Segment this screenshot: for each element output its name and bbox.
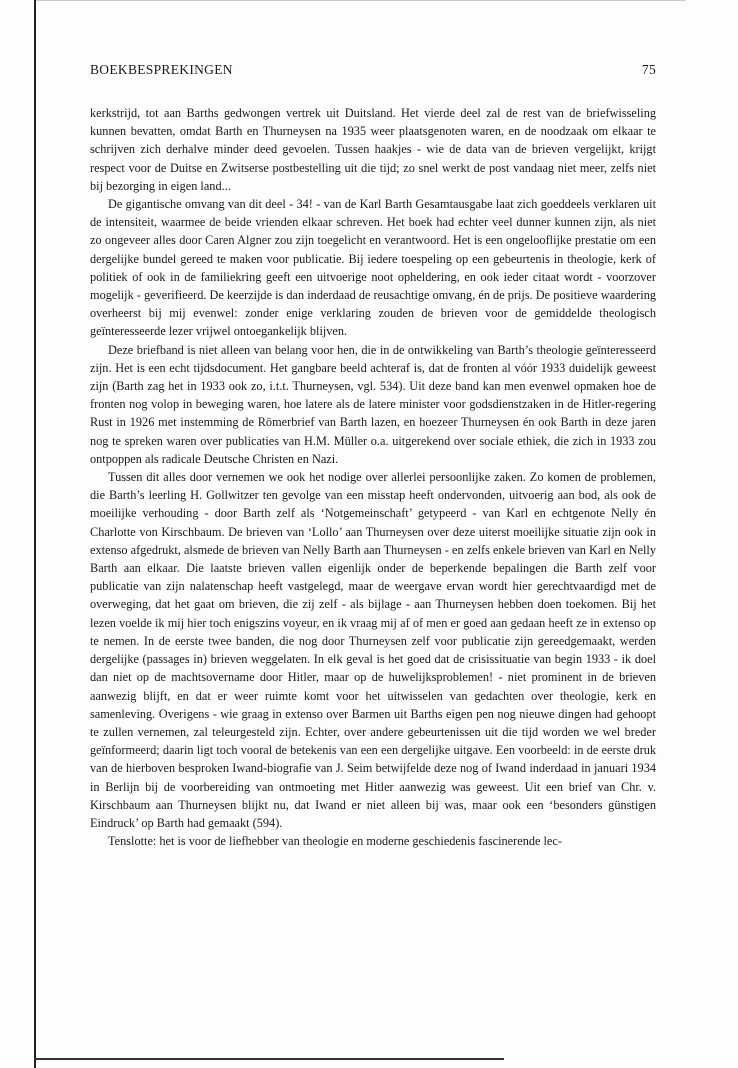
- page-edge-top: [36, 0, 686, 1]
- body-text: [90, 104, 656, 850]
- page-edge-bottom: [34, 1058, 504, 1060]
- paragraph: Tussen dit alles door vernemen we ook het nodige over allerlei persoonlijke zaken. Zo komen de problemen, die Barth’s leerling H. Gollwitzer ten gevolge van een misstap heeft ondervonden, uitvoerig aan bod, als ook de moeilijke verhouding - door Barth zelf als ‘Notgemeinschaft’ getypeerd - van Karl en echtgenote Nelly én Charlotte von Kirschbaum. De brieven van ‘Lollo’ aan Thurneysen over deze uiterst moeilijke situatie zijn ook in extenso afgedrukt, alsmede de brieven van Nelly Barth aan Thurneysen - en zelfs enkele brieven van Karl en Nelly Barth aan elkaar. Die laatste brieven vallen eigenlijk onder de beperkende bepalingen die Barth zelf voor publicatie van zijn nalatenschap heeft vastgelegd, maar de weergave ervan wordt hier gerechtvaardigd met de overweging, dat het gaat om brieven, die zij zelf - als bijlage - aan Thurneysen hebben doen toekomen. Bij het lezen voelde ik mij hier toch enigszins voyeur, en ik vraag mij af of men er goed aan gedaan heeft ze in extenso op te nemen. In de eerste twee banden, die nog door Thurneysen zelf voor publicatie zijn gereedgemaakt, werden dergelijke (passages in) brieven weggelaten. In elk geval is het goed dat de crisissituatie van begin 1933 - ik doel dan niet op de machtsovername door Hitler, maar op de huwelijksproblemen! - niet prominent in de brieven aanwezig blijft, en dat er weer ruimte komt voor het uitwisselen van gedachten over theologie, kerk en samenleving. Overigens - wie graag in extenso over Barmen uit Barths eigen pen nog nieuwe dingen had gehoopt te zullen vernemen, zal teleurgesteld zijn. Echter, over andere gebeurtenissen uit die tijd worden we wel breder geïnformeerd; daarin ligt toch vooral de betekenis van een een dergelijke uitgave. Een voorbeeld: in de eerste druk van de hierboven besproken Iwand-biografie van J. Seim betwijfelde deze nog of Iwand inderdaad in januari 1934 in Berlijn bij de voorbereiding van ontmoeting met Hitler aanwezig was geweest. Uit een brief van Chr. v. Kirschbaum aan Thurneysen blijkt nu, dat Iwand er niet alleen bij was, maar ook een ‘besonders günstigen Eindruck’ op Barth had gemaakt (594).: [90, 470, 656, 830]
- paragraph: Tenslotte: het is voor de liefhebber van theologie en moderne geschiedenis fascinerende lec-: [108, 834, 562, 849]
- paragraph: De gigantische omvang van dit deel - 34! - van de Karl Barth Gesamtausgabe laat zich goeddeels verklaren uit de intensiteit, waarmee de beide vrienden elkaar schreven. Het boek had echter veel dunner kunnen zijn, als niet zo ongeveer alles door Caren Algner zou zijn toegelicht en verantwoord. Het is een ongelooflijke prestatie om een dergelijke bundel gereed te maken voor publicatie. Bij iedere toespeling op een gebeurtenis in theologie, kerk of politiek of ook in de familiekring geeft een uitvoerige noot opheldering, en ook ieder citaat wordt - voorzover mogelijk - geverifieerd. De keerzijde is dan inderdaad de reusachtige omvang, én de prijs. De positieve waardering overheerst bij mij evenwel: zonder enige verklaring zouden de brieven voor de gemiddelde theologisch geïnteresseerde lezer vrijwel ontoegankelijk blijven.: [90, 197, 656, 339]
- running-title: BOEKBESPREKINGEN: [90, 62, 233, 77]
- paragraph: Deze briefband is niet alleen van belang voor hen, die in de ontwikkeling van Barth’s theologie geïnteresseerd zijn. Het is een echt tijdsdocument. Het gangbare beeld achteraf is, dat de fronten al vóór 1933 duidelijk geweest zijn (Barth zag het in 1933 ook zo, i.t.t. Thurneysen, vgl. 534). Uit deze band kan men evenwel opmaken hoe de fronten nog volop in beweging waren, hoe latere als de latere minister voor godsdienstzaken in de Hitler-regering Rust in 1926 met instemming de Römerbrief van Barth lazen, en hoezeer Thurneysen én ook Barth in deze jaren nog te spreken waren over publicaties van H.M. Müller o.a. uitgerekend over sociale ethiek, die zich in 1933 zou ontpoppen als radicale Deutsche Christen en Nazi.: [90, 342, 656, 466]
- page-number: 75: [641, 62, 656, 77]
- paragraph: kerkstrijd, tot aan Barths gedwongen vertrek uit Duitsland. Het vierde deel zal de rest van de briefwisseling kunnen bevatten, omdat Barth en Thurneysen na 1935 weer plaatsgenoten waren, en de noodzaak om elkaar te schrijven zich derhalve minder deed gevoelen. Tussen haakjes - wie de data van de brieven vergelijkt, krijgt respect voor de Duitse en Zwitserse postbestelling uit die tijd; zo snel werkt de post vandaag niet meer, zelfs niet bij bezorging in eigen land...: [90, 106, 656, 193]
- page-edge-left: [34, 0, 36, 1068]
- page-header: [90, 62, 656, 82]
